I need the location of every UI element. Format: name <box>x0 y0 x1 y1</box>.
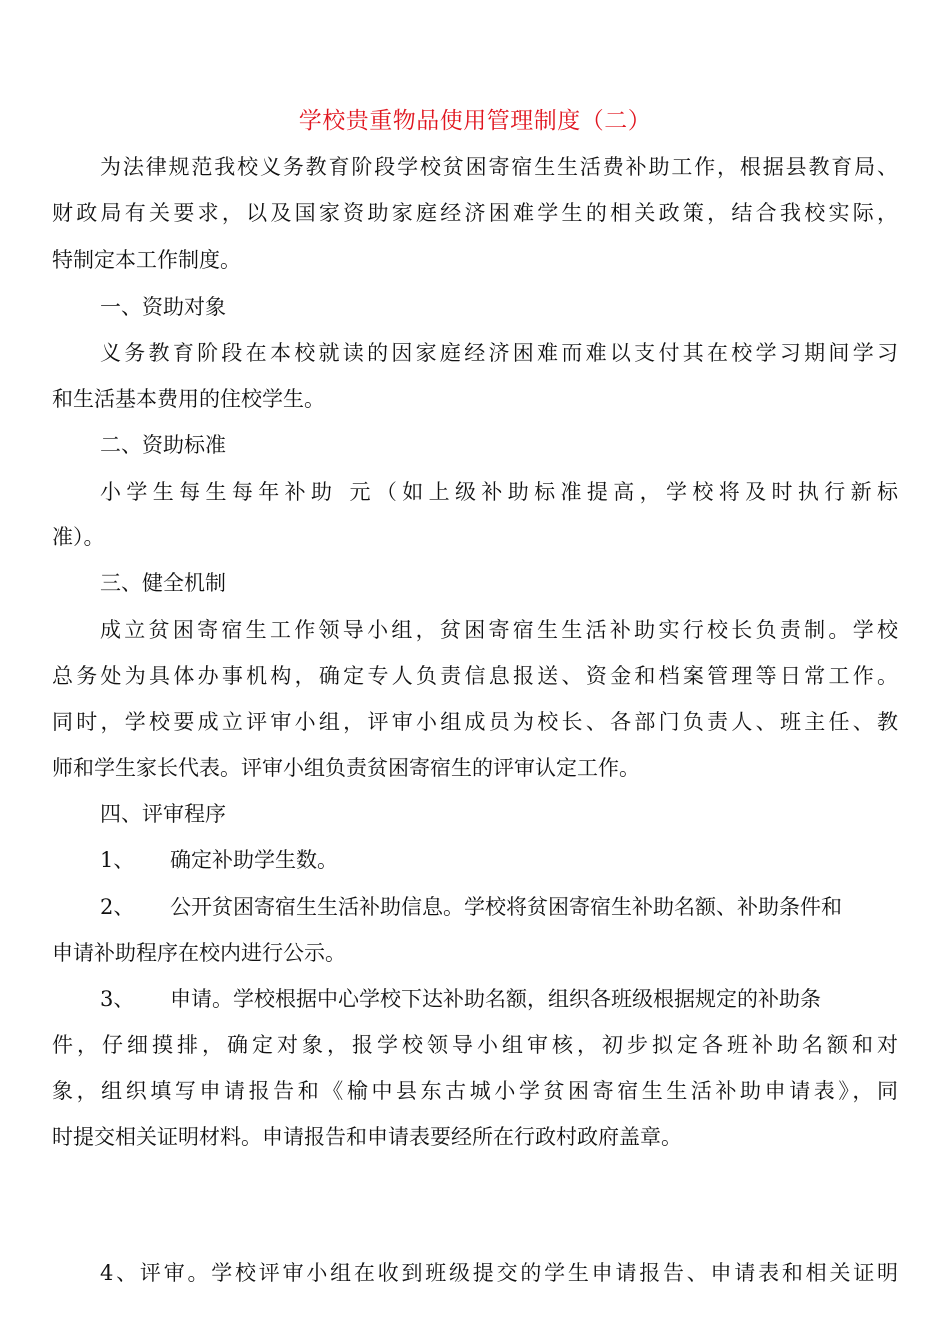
list-item-2 <box>100 890 898 924</box>
section-heading-1: 一、资助对象 <box>100 295 226 319</box>
section3-line-1: 成立贫困寄宿生工作领导小组，贫困寄宿生生活补助实行校长负责制。学校 <box>100 618 898 642</box>
section2-line-2: 准）。 <box>52 525 105 549</box>
list-item-2-continuation: 申请补助程序在校内进行公示。 <box>52 941 346 965</box>
list-item-3 <box>100 982 898 1016</box>
list-item-3-line-3: 象，组织填写申请报告和《榆中县东古城小学贫困寄宿生生活补助申请表》，同 <box>52 1079 898 1103</box>
list-item-text: 公开贫困寄宿生生活补助信息。学校将贫困寄宿生补助名额、补助条件和 <box>170 895 842 919</box>
intro-line-1: 为法律规范我校义务教育阶段学校贫困寄宿生生活费补助工作，根据县教育局、 <box>100 155 898 179</box>
section1-line-1: 义务教育阶段在本校就读的因家庭经济困难而难以支付其在校学习期间学习 <box>100 341 898 365</box>
document-title: 学校贵重物品使用管理制度（二） <box>298 108 652 134</box>
list-item-text: 确定补助学生数。 <box>170 848 338 872</box>
section-heading-3: 三、健全机制 <box>100 571 226 595</box>
list-item-number: 1、 <box>100 848 135 872</box>
section3-line-2: 总务处为具体办事机构，确定专人负责信息报送、资金和档案管理等日常工作。 <box>52 664 898 688</box>
section-heading-4: 四、评审程序 <box>100 802 226 826</box>
section1-line-2: 和生活基本费用的住校学生。 <box>52 387 325 411</box>
section-heading-2: 二、资助标准 <box>100 433 226 457</box>
list-item-1 <box>100 843 898 877</box>
intro-line-2: 财政局有关要求，以及国家资助家庭经济困难学生的相关政策，结合我校实际， <box>52 201 898 225</box>
intro-line-3: 特制定本工作制度。 <box>52 248 241 272</box>
list-item-4: 4、评审。学校评审小组在收到班级提交的学生申请报告、申请表和相关证明 <box>100 1261 898 1285</box>
list-item-3-line-4: 时提交相关证明材料。申请报告和申请表要经所在行政村政府盖章。 <box>52 1125 682 1149</box>
list-item-text: 申请。学校根据中心学校下达补助名额，组织各班级根据规定的补助条 <box>170 987 821 1011</box>
list-item-number: 2、 <box>100 895 135 919</box>
section3-line-3: 同时，学校要成立评审小组，评审小组成员为校长、各部门负责人、班主任、教 <box>52 710 898 734</box>
list-item-number: 3、 <box>100 987 135 1011</box>
list-item-3-line-2: 件，仔细摸排，确定对象，报学校领导小组审核，初步拟定各班补助名额和对 <box>52 1033 898 1057</box>
section3-line-4: 师和学生家长代表。评审小组负责贫困寄宿生的评审认定工作。 <box>52 756 640 780</box>
section2-line-1: 小学生每生每年补助 元（如上级补助标准提高，学校将及时执行新标 <box>100 480 898 504</box>
